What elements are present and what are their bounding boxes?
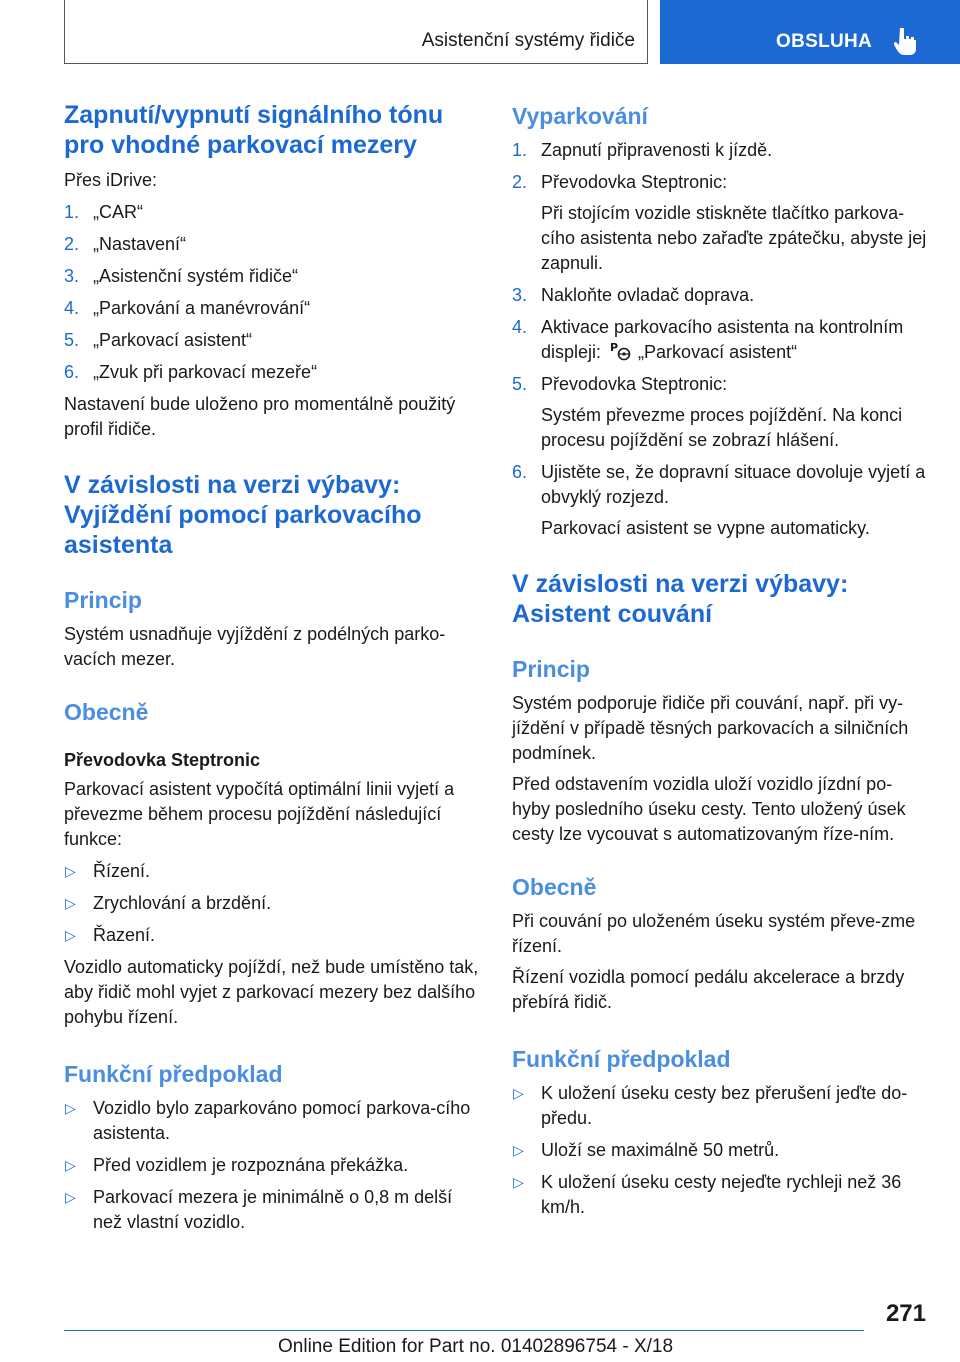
heading-exit-assist: V závislosti na verzi výbavy: Vyjíždění pomocí parkovacího asistenta: [64, 471, 422, 559]
list-item: 3. „Asistenční systém řidiče“: [64, 266, 299, 286]
list-item: ▷ K uložení úseku cesty nejeďte rychleji než 36 km/h.: [513, 1172, 902, 1217]
heading-principle: Princip: [64, 587, 142, 613]
list-item: 6. „Zvuk při parkovací mezeře“: [64, 362, 318, 382]
principle-text-2: Před odstavením vozidla uloží vozidlo jízdní po-hyby posledního úseku cesty. Tento uložený úsek cesty lze vycouvat s automatizovaným říze-ním.: [512, 774, 906, 844]
right-column: [512, 100, 930, 1227]
triangle-bullet-icon: ▷: [513, 1085, 524, 1101]
list-item: ▷ Před vozidlem je rozpoznána překážka.: [64, 1153, 484, 1178]
triangle-bullet-icon: ▷: [65, 1157, 76, 1173]
function-list: [64, 859, 484, 948]
svg-text:P: P: [610, 341, 619, 354]
list-item: ▷ Vozidlo bylo zaparkováno pomocí parkova-cího asistenta.: [65, 1098, 471, 1143]
list-item: 2. „Nastavení“: [64, 234, 187, 254]
heading-reverse-assist: V závislosti na verzi výbavy: Asistent couvání: [512, 570, 849, 628]
triangle-bullet-icon: ▷: [513, 1174, 524, 1190]
heading-prerequisite: Funkční předpoklad: [64, 1061, 283, 1087]
general-text-2: Řízení vozidla pomocí pedálu akcelerace a brzdy přebírá řidič.: [512, 967, 905, 1012]
list-item: 4. „Parkování a manévrování“: [64, 298, 311, 318]
list-item: ▷ K uložení úseku cesty bez přerušení jeďte do-předu.: [513, 1083, 908, 1128]
list-item: ▷ Parkovací mezera je minimálně o 0,8 m delší než vlastní vozidlo.: [65, 1187, 453, 1232]
parking-assistant-icon: [610, 341, 632, 361]
list-item: 1. „CAR“: [64, 202, 143, 222]
prerequisite-list: [64, 1096, 484, 1235]
list-item: 4. Aktivace parkovacího asistenta na kontrolním displeji: P „Parkovací asistent“: [512, 317, 904, 362]
left-column: [64, 100, 484, 1242]
general-text: Při couvání po uloženém úseku systém převe-zme řízení.: [512, 911, 916, 956]
idrive-steps: [64, 200, 484, 385]
list-item: ▷ Řazení.: [64, 923, 484, 948]
page-number: 271: [885, 1300, 926, 1327]
heading-exit: Vyparkování: [512, 103, 648, 129]
heading-signal-tone: Zapnutí/vypnutí signálního tónu pro vhodné parkovací mezery: [64, 101, 444, 159]
prerequisite-list: [512, 1081, 930, 1220]
triangle-bullet-icon: ▷: [65, 1100, 76, 1116]
exit-steps: [512, 138, 930, 541]
list-item: ▷ Uloží se maximálně 50 metrů.: [512, 1138, 930, 1163]
hand-pointer-icon: [894, 26, 920, 56]
triangle-bullet-icon: ▷: [65, 1189, 76, 1205]
list-item: 3. Nakloňte ovladač doprava.: [512, 285, 755, 305]
triangle-bullet-icon: ▷: [65, 895, 76, 911]
auto-text: Vozidlo automaticky pojíždí, než bude umístěno tak, aby řidič mohl vyjet z parkovací mezery bez dalšího pohybu řízení.: [64, 957, 479, 1027]
list-item: ▷ Zrychlování a brzdění.: [64, 891, 484, 916]
heading-general: Obecně: [64, 699, 149, 725]
section-tab: [660, 0, 960, 64]
section-title: Asistenční systémy řidiče: [421, 30, 635, 51]
list-item: 5. Převodovka Steptronic: Systém převezme proces pojíždění. Na konci procesu pojíždění se zobrazí hlášení.: [512, 374, 903, 450]
list-item: 5. „Parkovací asistent“: [64, 330, 253, 350]
principle-text: Systém usnadňuje vyjíždění z podélných parko-vacích mezer.: [64, 624, 446, 669]
list-item: 6. Ujistěte se, že dopravní situace dovoluje vyjetí a obvyklý rozjezd. Parkovací asistent se vypne automaticky.: [512, 462, 926, 538]
edition-text: Online Edition for Part no. 01402896754 - X/18: [278, 1336, 674, 1357]
heading-prerequisite: Funkční předpoklad: [512, 1046, 731, 1072]
triangle-bullet-icon: ▷: [65, 927, 76, 943]
principle-text: Systém podporuje řidiče při couvání, např. při vy-jíždění v případě těsných parkovacích a silničních podmínek.: [512, 693, 909, 763]
heading-general: Obecně: [512, 874, 597, 900]
steptronic-text: Parkovací asistent vypočítá optimální linii vyjetí a převezme během procesu pojíždění následující funkce:: [64, 779, 455, 849]
footer-divider: [64, 1330, 864, 1331]
list-item: 2. Převodovka Steptronic: Při stojícím vozidle stiskněte tlačítko parkova-cího asistenta nebo zařaďte zpátečku, abyste jej zapnuli.: [512, 172, 927, 273]
triangle-bullet-icon: ▷: [65, 863, 76, 879]
heading-steptronic: Převodovka Steptronic: [64, 750, 261, 770]
header-box: [64, 0, 648, 64]
settings-note: Nastavení bude uloženo pro momentálně použitý profil řidiče.: [64, 394, 456, 439]
intro-text: Přes iDrive:: [64, 170, 158, 190]
heading-principle: Princip: [512, 656, 590, 682]
list-item: ▷ Řízení.: [64, 859, 484, 884]
triangle-bullet-icon: ▷: [513, 1142, 524, 1158]
tab-label: OBSLUHA: [776, 31, 873, 52]
list-item: 1. Zapnutí připravenosti k jízdě.: [512, 140, 773, 160]
